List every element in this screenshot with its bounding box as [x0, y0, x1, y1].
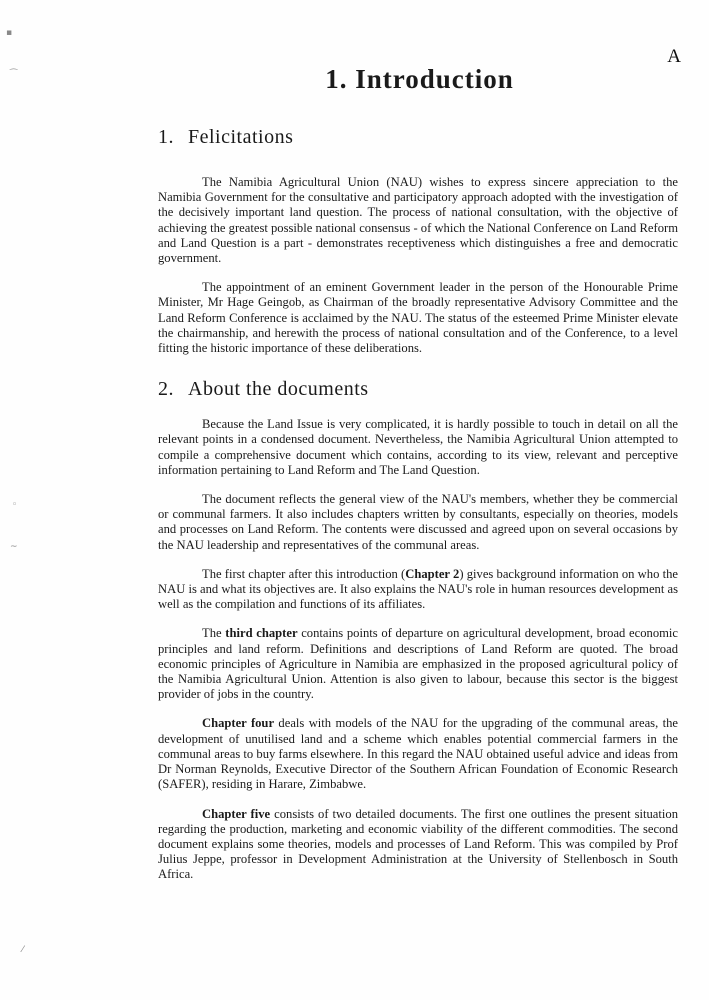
section-title: About the documents: [188, 378, 369, 401]
paragraph: [158, 567, 678, 613]
scan-artifact: ▪: [6, 28, 13, 38]
text-run: ) gives background information on who the NAU is and what its objectives are. It also explains the NAU's role in human resources development as well as the compilation and functions of its affiliates.: [158, 566, 678, 612]
section-number: 1.: [158, 126, 174, 148]
bold-text-run: Chapter five: [202, 806, 271, 821]
section-felicitations: [158, 126, 678, 356]
scan-artifact: ⁀: [10, 70, 18, 80]
section-title: Felicitations: [188, 126, 294, 148]
text-run: The first chapter after this introduction (: [202, 566, 406, 581]
paragraph: The appointment of an eminent Government leader in the person of the Honourable Prime Minister, Mr Hage Geingob, as Chairman of the broadly representative Advisory Committee and the Land Reform Conference is acclaimed by the NAU. The status of the esteemed Prime Minister elevate the chairmanship, and herewith the process of national consultation and of the Conference, to a level fitting the historic importance of these deliberations.: [158, 280, 678, 356]
text-run: consists of two detailed documents. The first one outlines the present situation regarding the production, marketing and economic viability of the different commodities. The second document explains some theories, models and processes of Land Reform. This was compiled by Prof Julius Jeppe, professor in Development Administration at the University of Stellenbosch in South Africa.: [158, 806, 678, 882]
scan-artifact: ~: [10, 542, 18, 552]
scan-artifact: ⁄: [22, 945, 24, 955]
section-about-documents: [158, 378, 678, 882]
paragraph: The Namibia Agricultural Union (NAU) wishes to express sincere appreciation to the Namibia Government for the consultative and participatory approach adopted with the investigation of the decisively important land question. The process of national consultation, with the objective of achieving the greatest possible national consensus - of which the National Conference on Land Reform and Land Question is a part - demonstrates receptiveness which distinguishes a free and democratic government.: [158, 175, 678, 266]
page-title: 1. Introduction: [325, 64, 514, 94]
section-heading: [158, 378, 678, 401]
bold-text-run: third chapter: [225, 626, 298, 641]
paragraph: The document reflects the general view of the NAU's members, whether they be commercial or communal farmers. It also includes chapters written by consultants, especially on theories, models and processes on Land Reform. The contents were discussed and agreed upon on several occasions by the NAU leadership and representatives of the communal areas.: [158, 492, 678, 552]
document-body: [158, 126, 678, 901]
section-number: 2.: [158, 378, 174, 401]
paragraph: [158, 626, 678, 702]
text-run: deals with models of the NAU for the upgrading of the communal areas, the development of unutilised land and a scheme which enables potential commercial farmers in the communal areas to buy farms elsewhere. In this regard the NAU obtained useful advice and ideas from Dr Norman Reynolds, Executive Director of the Southern African Foundation of Economic Research (SAFER), residing in Harare, Zimbabwe.: [158, 716, 678, 792]
text-run: contains points of departure on agricultural development, broad economic principles and land reform. Definitions and descriptions of Land Reform are quoted. The broad economic principles of Agriculture in Namibia are emphasized in the proposed agricultural policy of the Namibia Agricultural Union. Attention is also given to labour, because this sector is the biggest provider of jobs in the country.: [158, 626, 678, 702]
paragraph: Because the Land Issue is very complicated, it is hardly possible to touch in detail on all the relevant points in a condensed document. Nevertheless, the Namibia Agricultural Union attempted to compile a comprehensive document which contains, according to its view, relevant and perceptive information pertaining to Land Reform and The Land Question.: [158, 417, 678, 477]
paragraph: [158, 716, 678, 792]
scan-artifact: ◦: [12, 500, 18, 510]
text-run: The: [202, 626, 226, 641]
paragraph: [158, 807, 678, 883]
section-heading: [158, 126, 678, 149]
page-letter: A: [667, 46, 681, 67]
bold-text-run: Chapter four: [202, 716, 275, 731]
bold-text-run: Chapter 2: [405, 566, 460, 581]
